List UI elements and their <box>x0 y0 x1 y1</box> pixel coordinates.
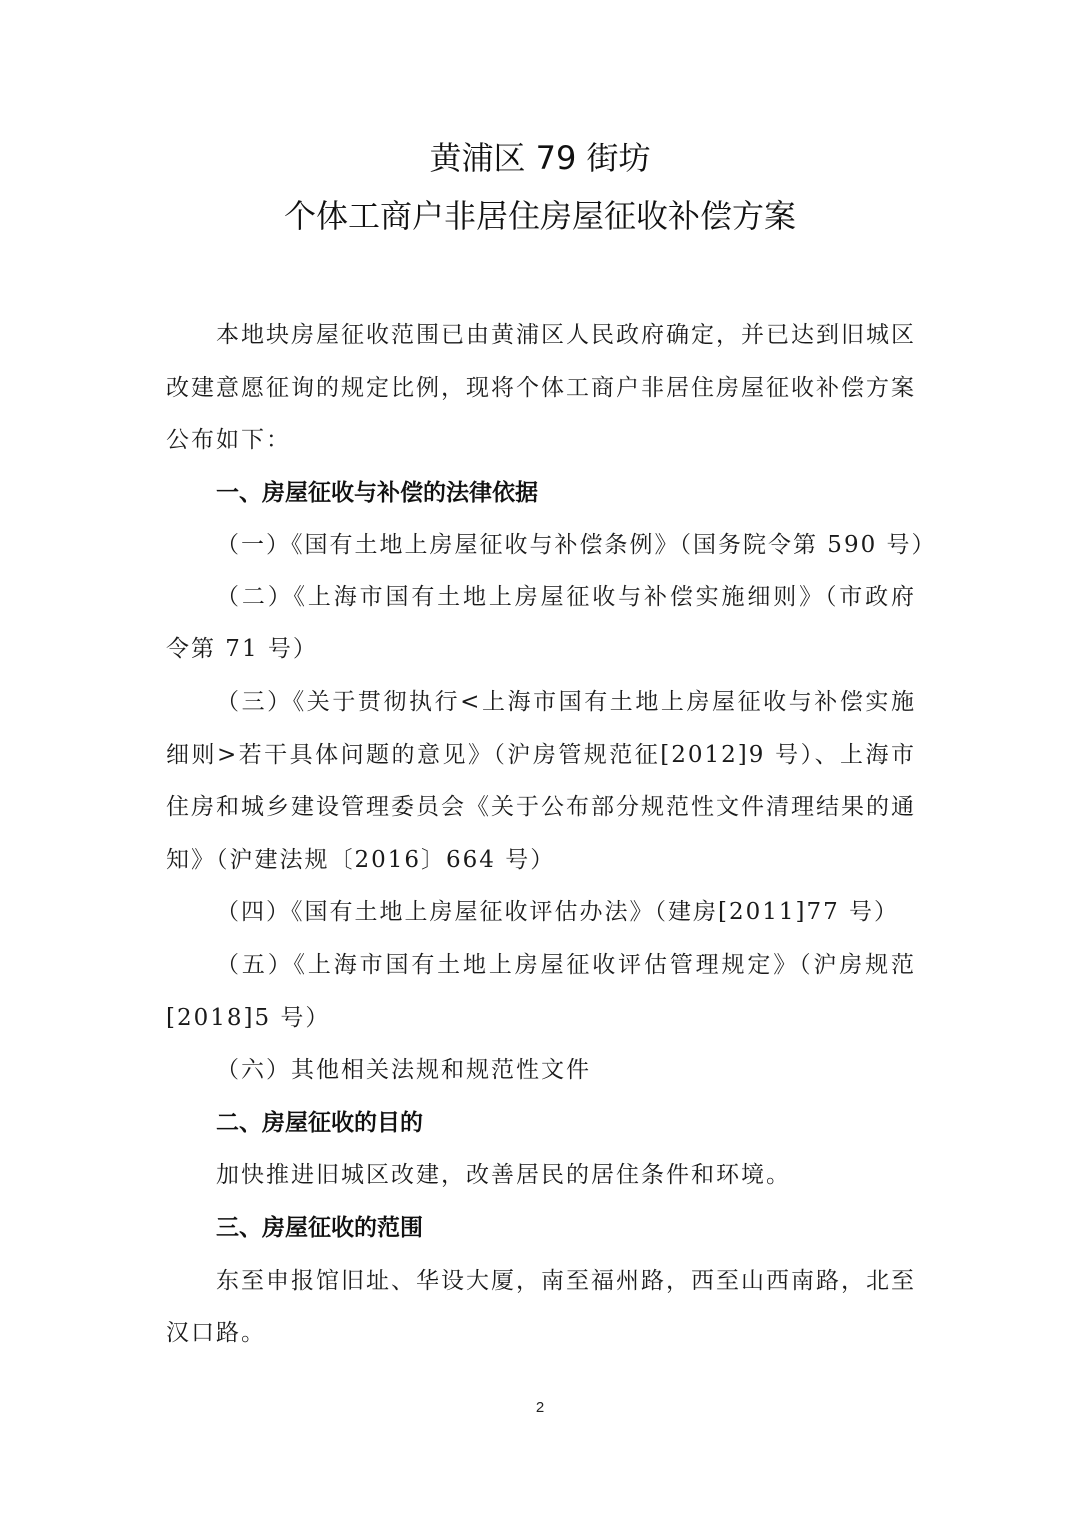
legal-item-3-line-4: 知》（沪建法规〔2016〕664 号） <box>166 847 556 873</box>
legal-item-2-line-2: 令第 71 号） <box>166 636 318 662</box>
legal-item-6: （六）其他相关法规和规范性文件 <box>216 1057 591 1083</box>
legal-item-1: （一）《国有土地上房屋征收与补偿条例》（国务院令第 590 号） <box>216 532 937 558</box>
scope-line-2: 汉口路。 <box>166 1320 266 1346</box>
intro-line-1: 本地块房屋征收范围已由黄浦区人民政府确定，并已达到旧城区 <box>216 322 916 348</box>
page-number: 2 <box>535 1399 545 1416</box>
intro-line-2: 改建意愿征询的规定比例，现将个体工商户非居住房屋征收补偿方案 <box>166 375 916 401</box>
legal-item-3-line-1: （三）《关于贯彻执行<上海市国有土地上房屋征收与补偿实施 <box>216 689 916 715</box>
legal-item-4: （四）《国有土地上房屋征收评估办法》（建房[2011]77 号） <box>216 899 900 925</box>
purpose-text: 加快推进旧城区改建，改善居民的居住条件和环境。 <box>216 1162 791 1188</box>
legal-item-5-line-2: [2018]5 号） <box>166 1005 331 1031</box>
legal-item-5-line-1: （五）《上海市国有土地上房屋征收评估管理规定》（沪房规范 <box>216 952 916 978</box>
section-heading-scope: 三、房屋征收的范围 <box>216 1215 423 1241</box>
scope-line-1: 东至申报馆旧址、华设大厦，南至福州路，西至山西南路，北至 <box>216 1268 916 1294</box>
legal-item-3-line-2: 细则>若干具体问题的意见》（沪房管规范征[2012]9 号）、上海市 <box>166 742 916 768</box>
section-heading-legal-basis: 一、房屋征收与补偿的法律依据 <box>216 480 538 506</box>
section-heading-purpose: 二、房屋征收的目的 <box>216 1110 423 1136</box>
document-title-line2: 个体工商户非居住房屋征收补偿方案 <box>283 197 796 235</box>
intro-line-3: 公布如下： <box>166 427 291 453</box>
legal-item-2-line-1: （二）《上海市国有土地上房屋征收与补偿实施细则》（市政府 <box>216 584 916 610</box>
document-title-line1: 黄浦区 79 街坊 <box>429 139 651 177</box>
legal-item-3-line-3: 住房和城乡建设管理委员会《关于公布部分规范性文件清理结果的通 <box>166 794 916 820</box>
